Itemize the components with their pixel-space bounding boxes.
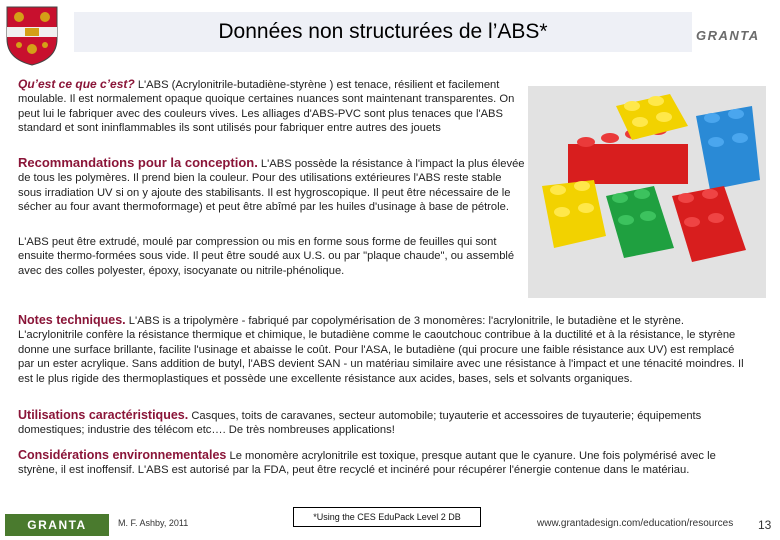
section-what-is-it	[18, 77, 520, 136]
text-typical-uses: Casques, toits de caravanes, secteur automobile; tuyauterie et accessoires de tuyauterie; équipements domestiques; industrie des télécom etc…. De très nombreuses applications!	[18, 410, 702, 437]
footer-granta-logo: GRANTA	[5, 514, 109, 536]
text-environment: Le monomère acrylonitrile est toxique, presque autant que le cyanure. Une fois polymérisé avec le styrène, il est inoffensif. L'ABS est autorisé par la FDA, peut être recyclé et incinéré pour récupérer l'énergie contenue dans le matériau.	[18, 450, 716, 477]
heading-what-is-it: Qu’est ce que c’est?	[18, 77, 135, 91]
text-design: L'ABS possède la résistance à l'impact la plus élevée de tous les polymères. Il prend bien la couleur. Pour des utilisations extérieures l'ABS reste stable sous irradiation UV si on y ajoute des stabilisants. Il est hygroscopique. Il peut être nécessaire de le sécher au four avant thermoformage) et peut être abîmé par les huiles d'usinage à base de pétrole.	[18, 158, 525, 214]
author-credit: M. F. Ashby, 2011	[118, 518, 189, 528]
title-box	[74, 12, 692, 52]
text-technical-notes: L'ABS is a tripolymère - fabriqué par copolymérisation de 3 monomères: l'acrylonitrile, le butadiène et le styrène. L'acrylonitrile confère la résistance thermique et chimique, le butadiène comme le caoutchouc contribue à la ductilité et à la résistance, le styrène donne une surface brillante, facilite l'usinage et abaisse le coût. Pour l'ASA, le butadiène (qui procure une faible résistance aux UV) est remplacé par un ester acrylique. Sans addition de butyl, l'ABS devient SAN - un matériau similaire avec une résistance à l'impact et une ténacité moindres. Il est le plus rigide des thermoplastiques et possède une excellente résistance aux acides, bases, sels et solvants organiques.	[18, 315, 744, 385]
section-technical-notes	[18, 313, 746, 386]
granta-logo: GRANTA	[696, 28, 760, 43]
text-what-is-it: L'ABS (Acrylonitrile-butadiène-styrène ) est tenace, résilient et facilement moulable. Il est normalement opaque quoique certaines nuances sont maintenant transparentes. On peut lui le fabriquer avec des couleurs vives. Les alliages d'ABS-PVC sont plus tenaces que l'ABS standard et sont ininflammables ils sont utilisés pour fabriquer entre autres des jouets	[18, 79, 515, 135]
section-typical-uses	[18, 408, 746, 438]
heading-design: Recommandations pour la conception.	[18, 155, 258, 170]
heading-environment: Considérations environnementales	[18, 448, 227, 462]
section-design	[18, 156, 528, 215]
edupack-note: *Using the CES EduPack Level 2 DB	[293, 507, 481, 527]
page-title: Données non structurées de l’ABS*	[218, 20, 548, 43]
university-crest-icon	[5, 5, 59, 67]
section-environment	[18, 448, 746, 478]
text-design-processing: L'ABS peut être extrudé, moulé par compression ou mis en forme sous forme de feuilles qui sont ensuite thermo-formées sous vide. Il peut être soudé aux U.S. ou par "plaque chaude", ou assemblé avec des colles polyester, époxy, isocyanate ou nitrile-phénolique.	[18, 236, 515, 277]
heading-technical-notes: Notes techniques.	[18, 313, 126, 327]
resources-link[interactable]: www.grantadesign.com/education/resources	[537, 518, 734, 529]
abs-bricks-photo	[528, 86, 766, 298]
section-design-processing	[18, 235, 528, 278]
heading-typical-uses: Utilisations caractéristiques.	[18, 408, 189, 422]
page-number: 13	[758, 518, 772, 532]
